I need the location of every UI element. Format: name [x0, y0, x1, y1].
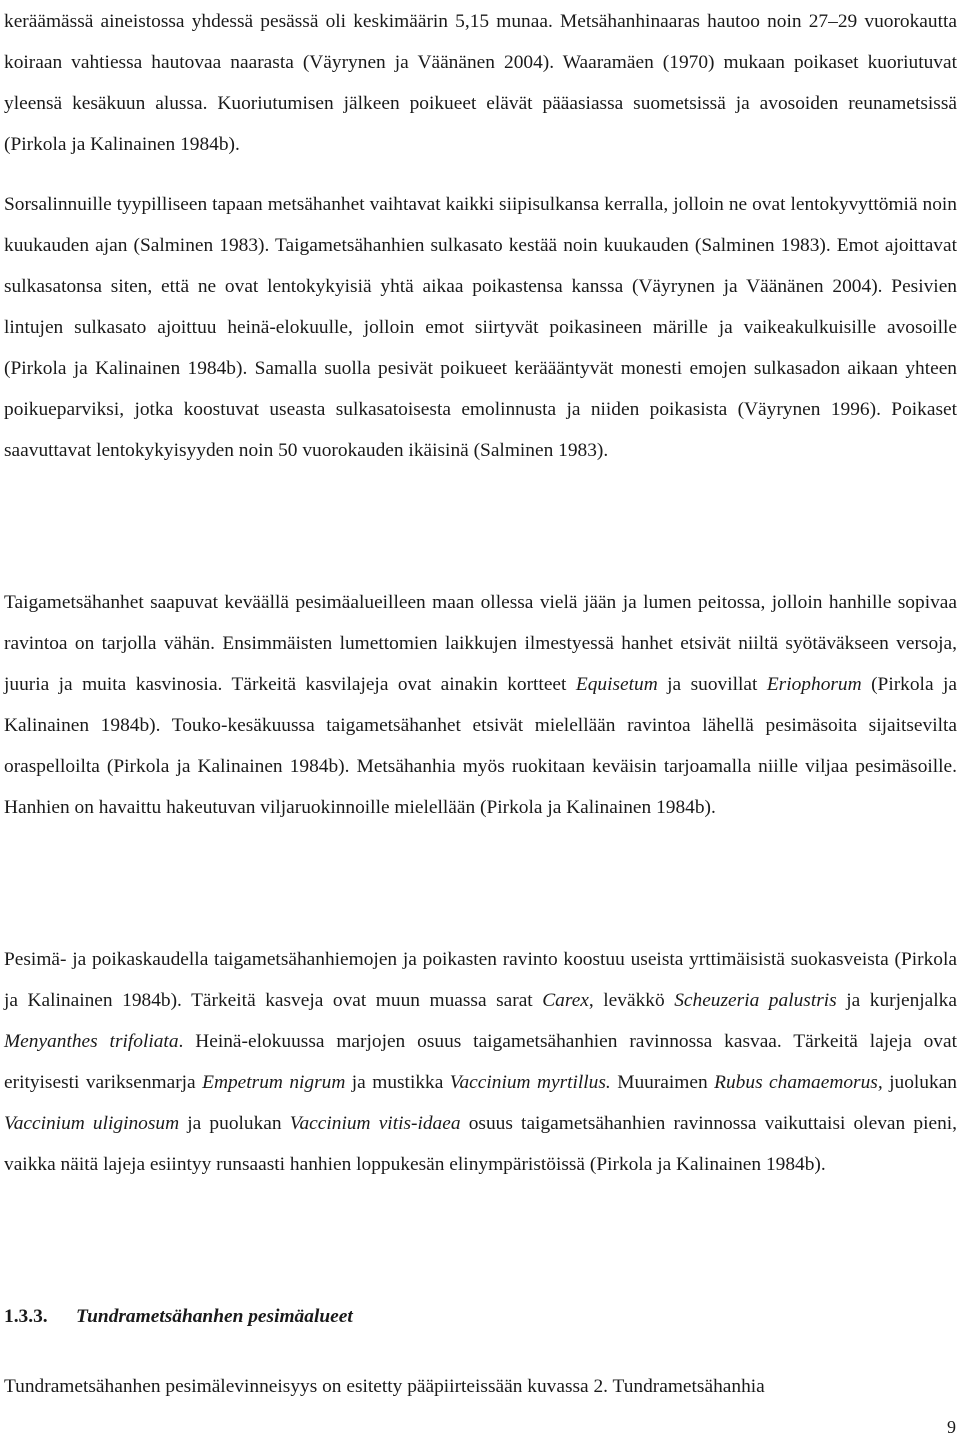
text-segment: ja mustikka: [345, 1072, 450, 1093]
text-segment: ja puolukan: [179, 1113, 290, 1134]
italic-term: Vaccinium myrtillus.: [449, 1072, 611, 1093]
text-segment: (Pirkola ja Kalinainen 1984b). Touko-kesäkuussa taigametsähanhet etsivät mielellään ravintoa lähellä pesimäsoita sijaitsevilta oraspelloilta (Pirkola ja Kalinainen 1984b). Metsähanhia myös ruokitaan keväisin tarjoamalla niille viljaa pesimäsoille. Hanhien on havaittu hakeutuvan viljaruokinnoille mielellään (Pirkola ja Kalinainen 1984b).: [4, 674, 957, 818]
text-segment: Pesimä- ja poikaskaudella taigametsähanhiemojen ja poikasten ravinto koostuu useista yrttimäisistä suokasveista (Pirkola ja Kalinainen 1984b). Tärkeitä kasveja ovat muun muassa sarat: [4, 949, 957, 1011]
italic-term: Scheuzeria palustris: [674, 990, 837, 1011]
section-heading: [4, 1296, 353, 1337]
text-segment: osuus taigametsähanhien ravinnossa vaikuttaisi olevan pieni, vaikka näitä lajeja esiintyy runsaasti hanhien loppukesän elinympäristöissä (Pirkola ja Kalinainen 1984b).: [4, 1113, 958, 1175]
text-segment: ja suovillat: [657, 674, 767, 695]
text-segment: Sorsalinnuille tyypilliseen tapaan metsähanhet vaihtavat kaikki siipisulkansa kerralla, jolloin ne ovat lentokyvyttömiä noin kuukauden ajan (Salminen 1983). Taigametsähanhien sulkasato kestää noin kuukauden (Salminen 1983). Emot ajoittavat sulkasatonsa siten, että ne ovat lentokykyisiä yhtä aikaa poikastensa kanssa (Väyrynen ja Väänänen 2004). Pesivien lintujen sulkasato ajoittuu heinä-elokuulle, jolloin emot siirtyvät poikasineen märille ja vaikeakulkuisille avosoille (Pirkola ja Kalinainen 1984b). Samalla suolla pesivät poikueet keräääntyvät monesti emojen sulkasadon aikaan yhteen poikueparviksi, jotka koostuvat useasta sulkasatoisesta emolinnusta ja niiden poikasista (Väyrynen 1996). Poikaset saavuttavat lentokykyisyyden noin 50 vuorokauden ikäisinä (Salminen 1983).: [4, 194, 957, 461]
italic-term: Vaccinium vitis-idaea: [289, 1113, 461, 1134]
italic-term: Empetrum nigrum: [202, 1072, 346, 1093]
italic-term: Vaccinium uliginosum: [4, 1113, 180, 1134]
page-number: 9: [947, 1417, 956, 1437]
paragraph-tundra-intro: [4, 1366, 957, 1407]
section-number: 1.3.3.: [4, 1306, 48, 1327]
italic-term: Eriophorum: [766, 674, 862, 695]
text-segment: keräämässä aineistossa yhdessä pesässä oli keskimäärin 5,15 munaa. Metsähanhinaaras hautoo noin 27–29 vuorokautta koiraan vahtiessa hautovaa naarasta (Väyrynen ja Väänänen 2004). Waaramäen (1970) mukaan poikaset kuoriutuvat yleensä kesäkuun alussa. Kuoriutumisen jälkeen poikueet elävät pääasiassa suometsissä ja avosoiden reunametsissä (Pirkola ja Kalinainen 1984b).: [4, 11, 957, 155]
text-segment: Tundrametsähanhen pesimälevinneisyys on esitetty pääpiirteissään kuvassa 2. Tundrametsähanhia: [4, 1376, 765, 1397]
italic-term: Carex: [542, 990, 589, 1011]
paragraph-nesting: [4, 1, 957, 165]
text-segment: ja kurjenjalka: [836, 990, 957, 1011]
text-segment: . Heinä-elokuussa marjojen osuus taigametsähanhien ravinnossa kasvaa. Tärkeitä lajeja ovat erityisesti variksenmarja: [4, 1031, 957, 1093]
paragraph-summer-food: [4, 939, 957, 1185]
italic-term: Equisetum: [575, 674, 658, 695]
italic-term: Rubus chamaemorus,: [714, 1072, 883, 1093]
text-segment: Taigametsähanhet saapuvat keväällä pesimäalueilleen maan ollessa vielä jään ja lumen peitossa, jolloin hanhille sopivaa ravintoa on tarjolla vähän. Ensimmäisten lumettomien laikkujen ilmestyessä hanhet etsivät niiltä syötäväkseen versoja, juuria ja muita kasvinosia. Tärkeitä kasvilajeja ovat ainakin kortteet: [4, 592, 957, 695]
italic-term: Menyanthes trifoliata: [4, 1031, 179, 1052]
text-segment: , leväkkö: [588, 990, 675, 1011]
text-segment: juolukan: [882, 1072, 957, 1093]
paragraph-moult: [4, 184, 957, 471]
section-title: Tundrametsähanhen pesimäalueet: [76, 1306, 353, 1327]
text-segment: Muuraimen: [610, 1072, 715, 1093]
paragraph-spring-food: [4, 582, 957, 828]
